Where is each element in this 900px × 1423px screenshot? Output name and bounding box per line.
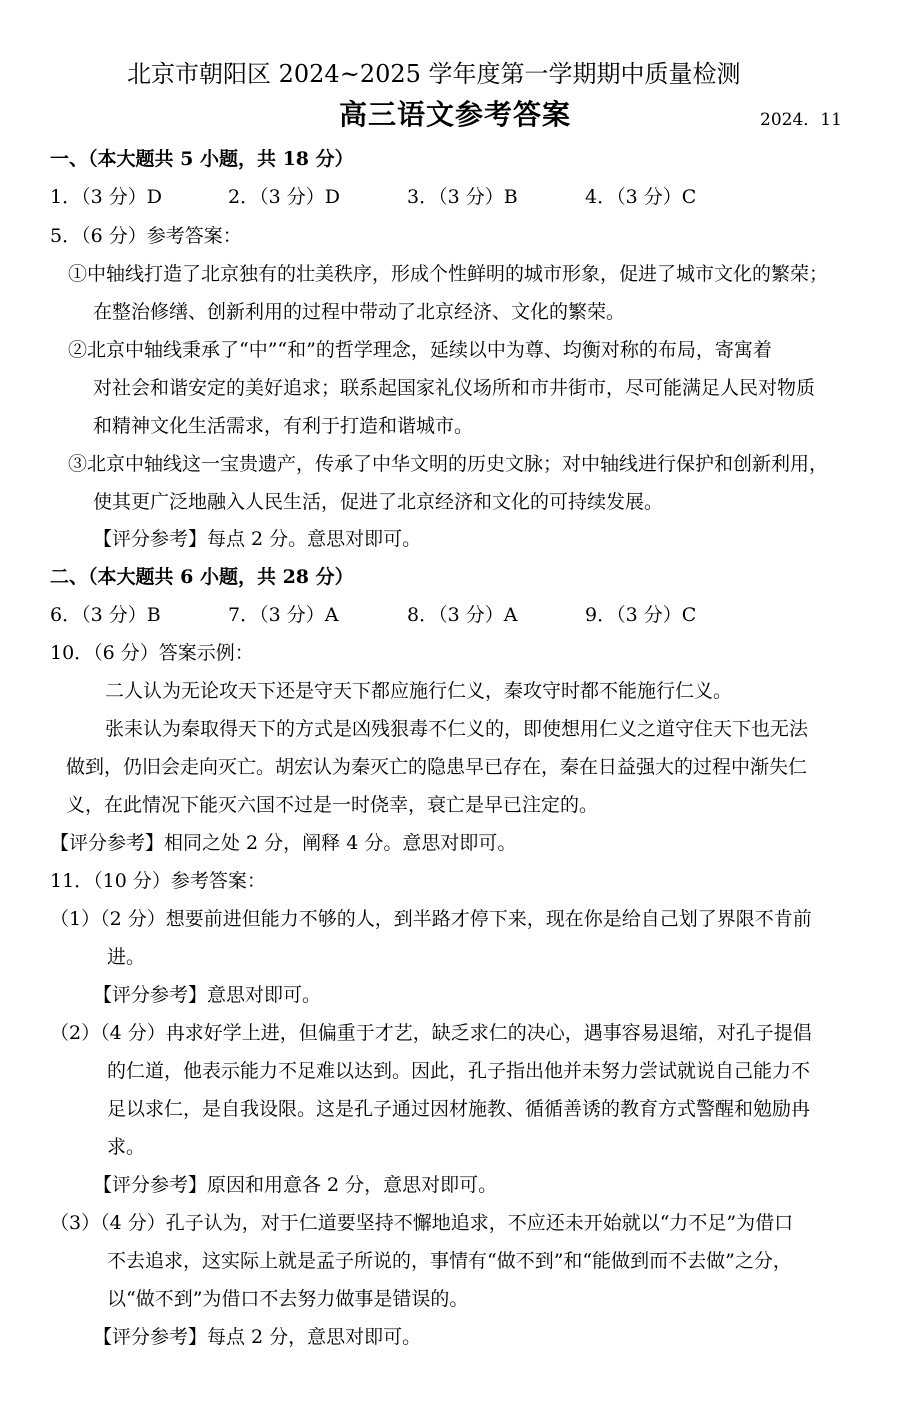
document-date: 2024．11 <box>760 110 842 130</box>
q5-point3-line1: ③北京中轴线这一宝贵遗产，传承了中华文明的历史文脉；对中轴线进行保护和创新利用， <box>68 453 829 475</box>
q11-3-line2: 不去追求，这实际上就是孟子所说的，事情有“做不到”和“能做到而不去做”之分， <box>107 1250 792 1272</box>
q11-1-line2: 进。 <box>107 946 146 968</box>
answer-q3: 3．（3 分）B <box>407 186 518 208</box>
q10-scoring-note: 【评分参考】相同之处 2 分，阐释 4 分。意思对即可。 <box>50 832 517 854</box>
answer-q7: 7．（3 分）A <box>228 604 339 626</box>
section-2-heading: 二、（本大题共 6 小题，共 28 分） <box>50 566 354 588</box>
answer-q4: 4．（3 分）C <box>585 186 697 208</box>
q11-label: 11．（10 分）参考答案： <box>50 870 266 892</box>
q5-point2-line1: ②北京中轴线秉承了“中”“和”的哲学理念，延续以中为尊、均衡对称的布局，寄寓着 <box>68 339 772 361</box>
q5-scoring-note: 【评分参考】每点 2 分。意思对即可。 <box>93 528 422 550</box>
q11-2-scoring-note: 【评分参考】原因和用意各 2 分，意思对即可。 <box>93 1174 498 1196</box>
answer-q2: 2．（3 分）D <box>228 186 340 208</box>
q11-2-line1: （2）（4 分）冉求好学上进，但偏重于才艺，缺乏求仁的决心，遇事容易退缩，对孔子提倡 <box>50 1022 812 1044</box>
answer-q8: 8．（3 分）A <box>407 604 518 626</box>
answer-q9: 9．（3 分）C <box>585 604 697 626</box>
q5-point1-line2: 在整治修缮、创新利用的过程中带动了北京经济、文化的繁荣。 <box>93 301 626 323</box>
q10-line4: 义，在此情况下能灭六国不过是一时侥幸，衰亡是早已注定的。 <box>66 794 599 816</box>
q5-point3-line2: 使其更广泛地融入人民生活，促进了北京经济和文化的可持续发展。 <box>93 491 664 513</box>
q11-1-line1: （1）（2 分）想要前进但能力不够的人，到半路才停下来，现在你是给自己划了界限不肯前 <box>50 908 812 930</box>
q11-1-scoring-note: 【评分参考】意思对即可。 <box>93 984 322 1006</box>
answer-q1: 1．（3 分）D <box>50 186 162 208</box>
q11-2-line2: 的仁道，他表示能力不足难以达到。因此，孔子指出他并未努力尝试就说自己能力不 <box>107 1060 811 1082</box>
answer-q6: 6．（3 分）B <box>50 604 161 626</box>
q11-2-line3: 足以求仁，是自我设限。这是孔子通过因材施教、循循善诱的教育方式警醒和勉励冉 <box>107 1098 811 1120</box>
q11-3-line1: （3）（4 分）孔子认为，对于仁道要坚持不懈地追求，不应还未开始就以“力不足”为借口 <box>50 1212 794 1234</box>
q10-line1: 二人认为无论攻天下还是守天下都应施行仁义，秦攻守时都不能施行仁义。 <box>105 680 733 702</box>
q5-label: 5．（6 分）参考答案： <box>50 225 242 247</box>
q11-2-line4: 求。 <box>107 1136 146 1158</box>
section-1-heading: 一、（本大题共 5 小题，共 18 分） <box>50 148 354 170</box>
q5-point2-line3: 和精神文化生活需求，有利于打造和谐城市。 <box>93 415 474 437</box>
q5-point2-line2: 对社会和谐安定的美好追求；联系起国家礼仪场所和市井街市，尽可能满足人民对物质 <box>93 377 816 399</box>
answer-key-title: 高三语文参考答案 <box>339 98 572 131</box>
q5-point1-line1: ①中轴线打造了北京独有的壮美秩序，形成个性鲜明的城市形象，促进了城市文化的繁荣； <box>68 263 829 285</box>
q10-line2: 张耒认为秦取得天下的方式是凶残狠毒不仁义的，即使想用仁义之道守住天下也无法 <box>105 718 809 740</box>
q10-label: 10．（6 分）答案示例： <box>50 642 254 664</box>
exam-title: 北京市朝阳区 2024~2025 学年度第一学期期中质量检测 <box>127 60 741 88</box>
q11-3-line3: 以“做不到”为借口不去努力做事是错误的。 <box>107 1288 469 1310</box>
q11-3-scoring-note: 【评分参考】每点 2 分，意思对即可。 <box>93 1326 422 1348</box>
q10-line3: 做到，仍旧会走向灭亡。胡宏认为秦灭亡的隐患早已存在，秦在日益强大的过程中渐失仁 <box>66 756 808 778</box>
